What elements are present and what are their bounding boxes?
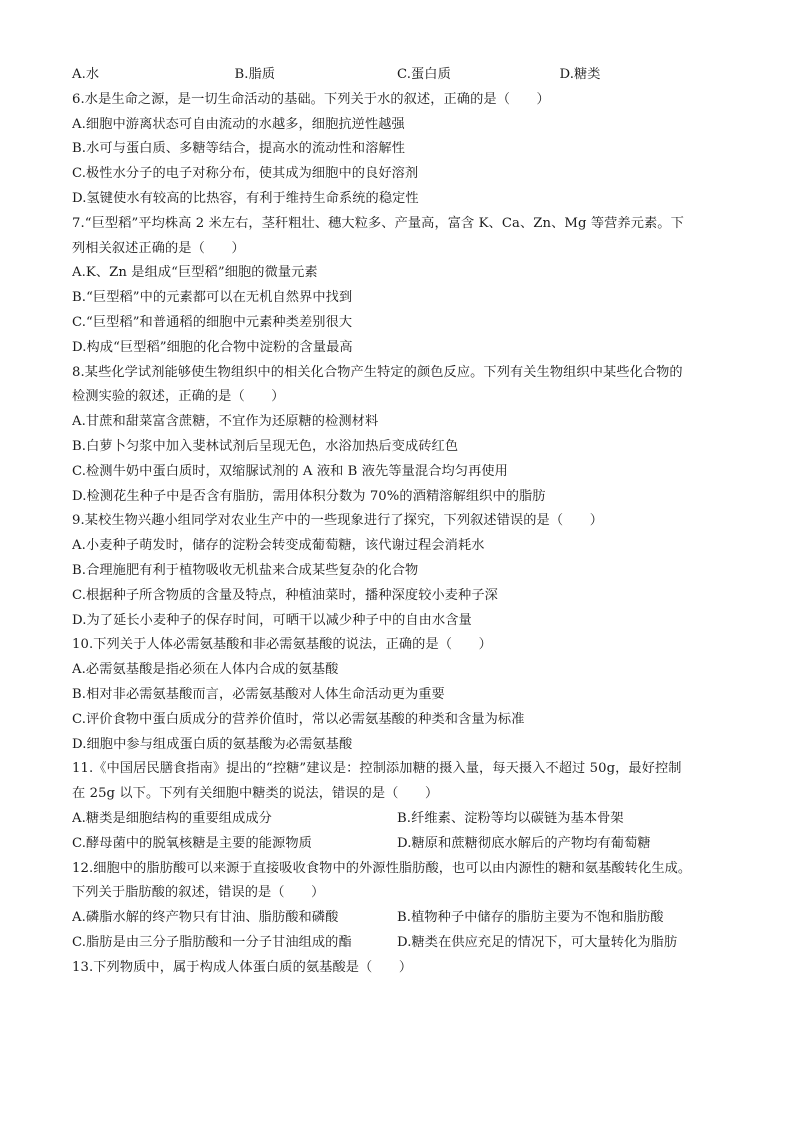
q11-option-b: B.纤维素、淀粉等均以碳链为基本骨架 [397, 810, 624, 826]
q9-option-b: B.合理施肥有利于植物吸收无机盐来合成某些复杂的化合物 [72, 562, 419, 578]
q9-stem: 9.某校生物兴趣小组同学对农业生产中的一些现象进行了探究，下列叙述错误的是（ ） [72, 513, 603, 529]
q7-option-b: B.“巨型稻”中的元素都可以在无机自然界中找到 [72, 290, 353, 306]
q11-stem-line1: 11.《中国居民膳食指南》提出的“控糖”建议是：控制添加糖的摄入量，每天摄入不超过 50g，最好控制 [72, 761, 682, 777]
q5-option-b: B.脂质 [234, 67, 276, 82]
q9-option-a: A.小麦种子萌发时，储存的淀粉会转变成葡萄糖，该代谢过程会消耗水 [72, 538, 485, 554]
q9-option-d: D.为了延长小麦种子的保存时间，可晒干以减少种子中的自由水含量 [72, 612, 472, 628]
q12-option-b: B.植物种子中储存的脂肪主要为不饱和脂肪酸 [397, 910, 664, 926]
q7-stem-line2: 列相关叙述正确的是（ ） [72, 240, 245, 256]
q11-options-row2 [72, 832, 722, 857]
q6-option-c: C.极性水分子的电子对称分布，使其成为细胞中的良好溶剂 [72, 166, 419, 182]
q6-option-b: B.水可与蛋白质、多糖等结合，提高水的流动性和溶解性 [72, 141, 405, 157]
q7-option-a: A.K、Zn 是组成“巨型稻”细胞的微量元素 [72, 265, 318, 281]
q11-stem-line2: 在 25g 以下。下列有关细胞中糖类的说法，错误的是（ ） [72, 786, 439, 802]
q10-stem: 10.下列关于人体必需氨基酸和非必需氨基酸的说法，正确的是（ ） [72, 637, 492, 653]
q6-option-d: D.氢键使水有较高的比热容，有利于维持生命系统的稳定性 [72, 190, 419, 206]
q5-option-a: A.水 [72, 67, 100, 82]
q7-stem-line1: 7.“巨型稻”平均株高 2 米左右，茎秆粗壮、穗大粒多、产量高，富含 K、Ca、Zn、Mg 等营养元素。下 [72, 215, 684, 231]
q11-option-c: C.酵母菌中的脱氧核糖是主要的能源物质 [72, 835, 312, 851]
q12-stem-line1: 12.细胞中的脂肪酸可以来源于直接吸收食物中的外源性脂肪酸，也可以由内源性的糖和氨基酸转化生成。 [72, 860, 692, 876]
q10-option-c: C.评价食物中蛋白质成分的营养价值时，常以必需氨基酸的种类和含量为标准 [72, 711, 525, 727]
q5-option-d: D.糖类 [559, 67, 601, 82]
q10-option-a: A.必需氨基酸是指必须在人体内合成的氨基酸 [72, 662, 339, 678]
q8-stem-line1: 8.某些化学试剂能够使生物组织中的相关化合物产生特定的颜色反应。下列有关生物组织中某些化合物的 [72, 364, 683, 380]
q11-options-row1 [72, 807, 722, 832]
q6-stem: 6.水是生命之源，是一切生命活动的基础。下列关于水的叙述，正确的是（ ） [72, 91, 550, 107]
q8-option-a: A.甘蔗和甜菜富含蔗糖，不宜作为还原糖的检测材料 [72, 414, 379, 430]
q11-option-d: D.糖原和蔗糖彻底水解后的产物均有葡萄糖 [397, 835, 651, 851]
q8-option-c: C.检测牛奶中蛋白质时，双缩脲试剂的 A 液和 B 液先等量混合均匀再使用 [72, 463, 508, 479]
q11-option-a: A.糖类是细胞结构的重要组成成分 [72, 810, 272, 826]
q7-option-d: D.构成“巨型稻”细胞的化合物中淀粉的含量最高 [72, 339, 353, 355]
q13-stem: 13.下列物质中，属于构成人体蛋白质的氨基酸是（ ） [72, 959, 413, 975]
q6-option-a: A.细胞中游离状态可自由流动的水越多，细胞抗逆性越强 [72, 116, 405, 132]
q5-option-c: C.蛋白质 [397, 67, 451, 82]
q10-option-b: B.相对非必需氨基酸而言，必需氨基酸对人体生命活动更为重要 [72, 686, 445, 702]
q12-stem-line2: 下列关于脂肪酸的叙述，错误的是（ ） [72, 885, 325, 901]
q5-options [72, 63, 722, 88]
q12-options-row1 [72, 906, 722, 931]
q12-option-a: A.磷脂水解的终产物只有甘油、脂肪酸和磷酸 [72, 910, 339, 926]
q12-option-d: D.糖类在供应充足的情况下，可大量转化为脂肪 [397, 934, 678, 950]
question-list [72, 63, 722, 980]
q12-option-c: C.脂肪是由三分子脂肪酸和一分子甘油组成的酯 [72, 934, 352, 950]
q7-option-c: C.“巨型稻”和普通稻的细胞中元素种类差别很大 [72, 314, 353, 330]
q8-option-b: B.白萝卜匀浆中加入斐林试剂后呈现无色，水浴加热后变成砖红色 [72, 438, 459, 454]
q10-option-d: D.细胞中参与组成蛋白质的氨基酸为必需氨基酸 [72, 736, 353, 752]
q8-stem-line2: 检测实验的叙述，正确的是（ ） [72, 389, 285, 405]
q9-option-c: C.根据种子所含物质的含量及特点，种植油菜时，播种深度较小麦种子深 [72, 587, 498, 603]
q8-option-d: D.检测花生种子中是否含有脂肪，需用体积分数为 70%的酒精溶解组织中的脂肪 [72, 488, 546, 504]
q12-options-row2 [72, 931, 722, 956]
